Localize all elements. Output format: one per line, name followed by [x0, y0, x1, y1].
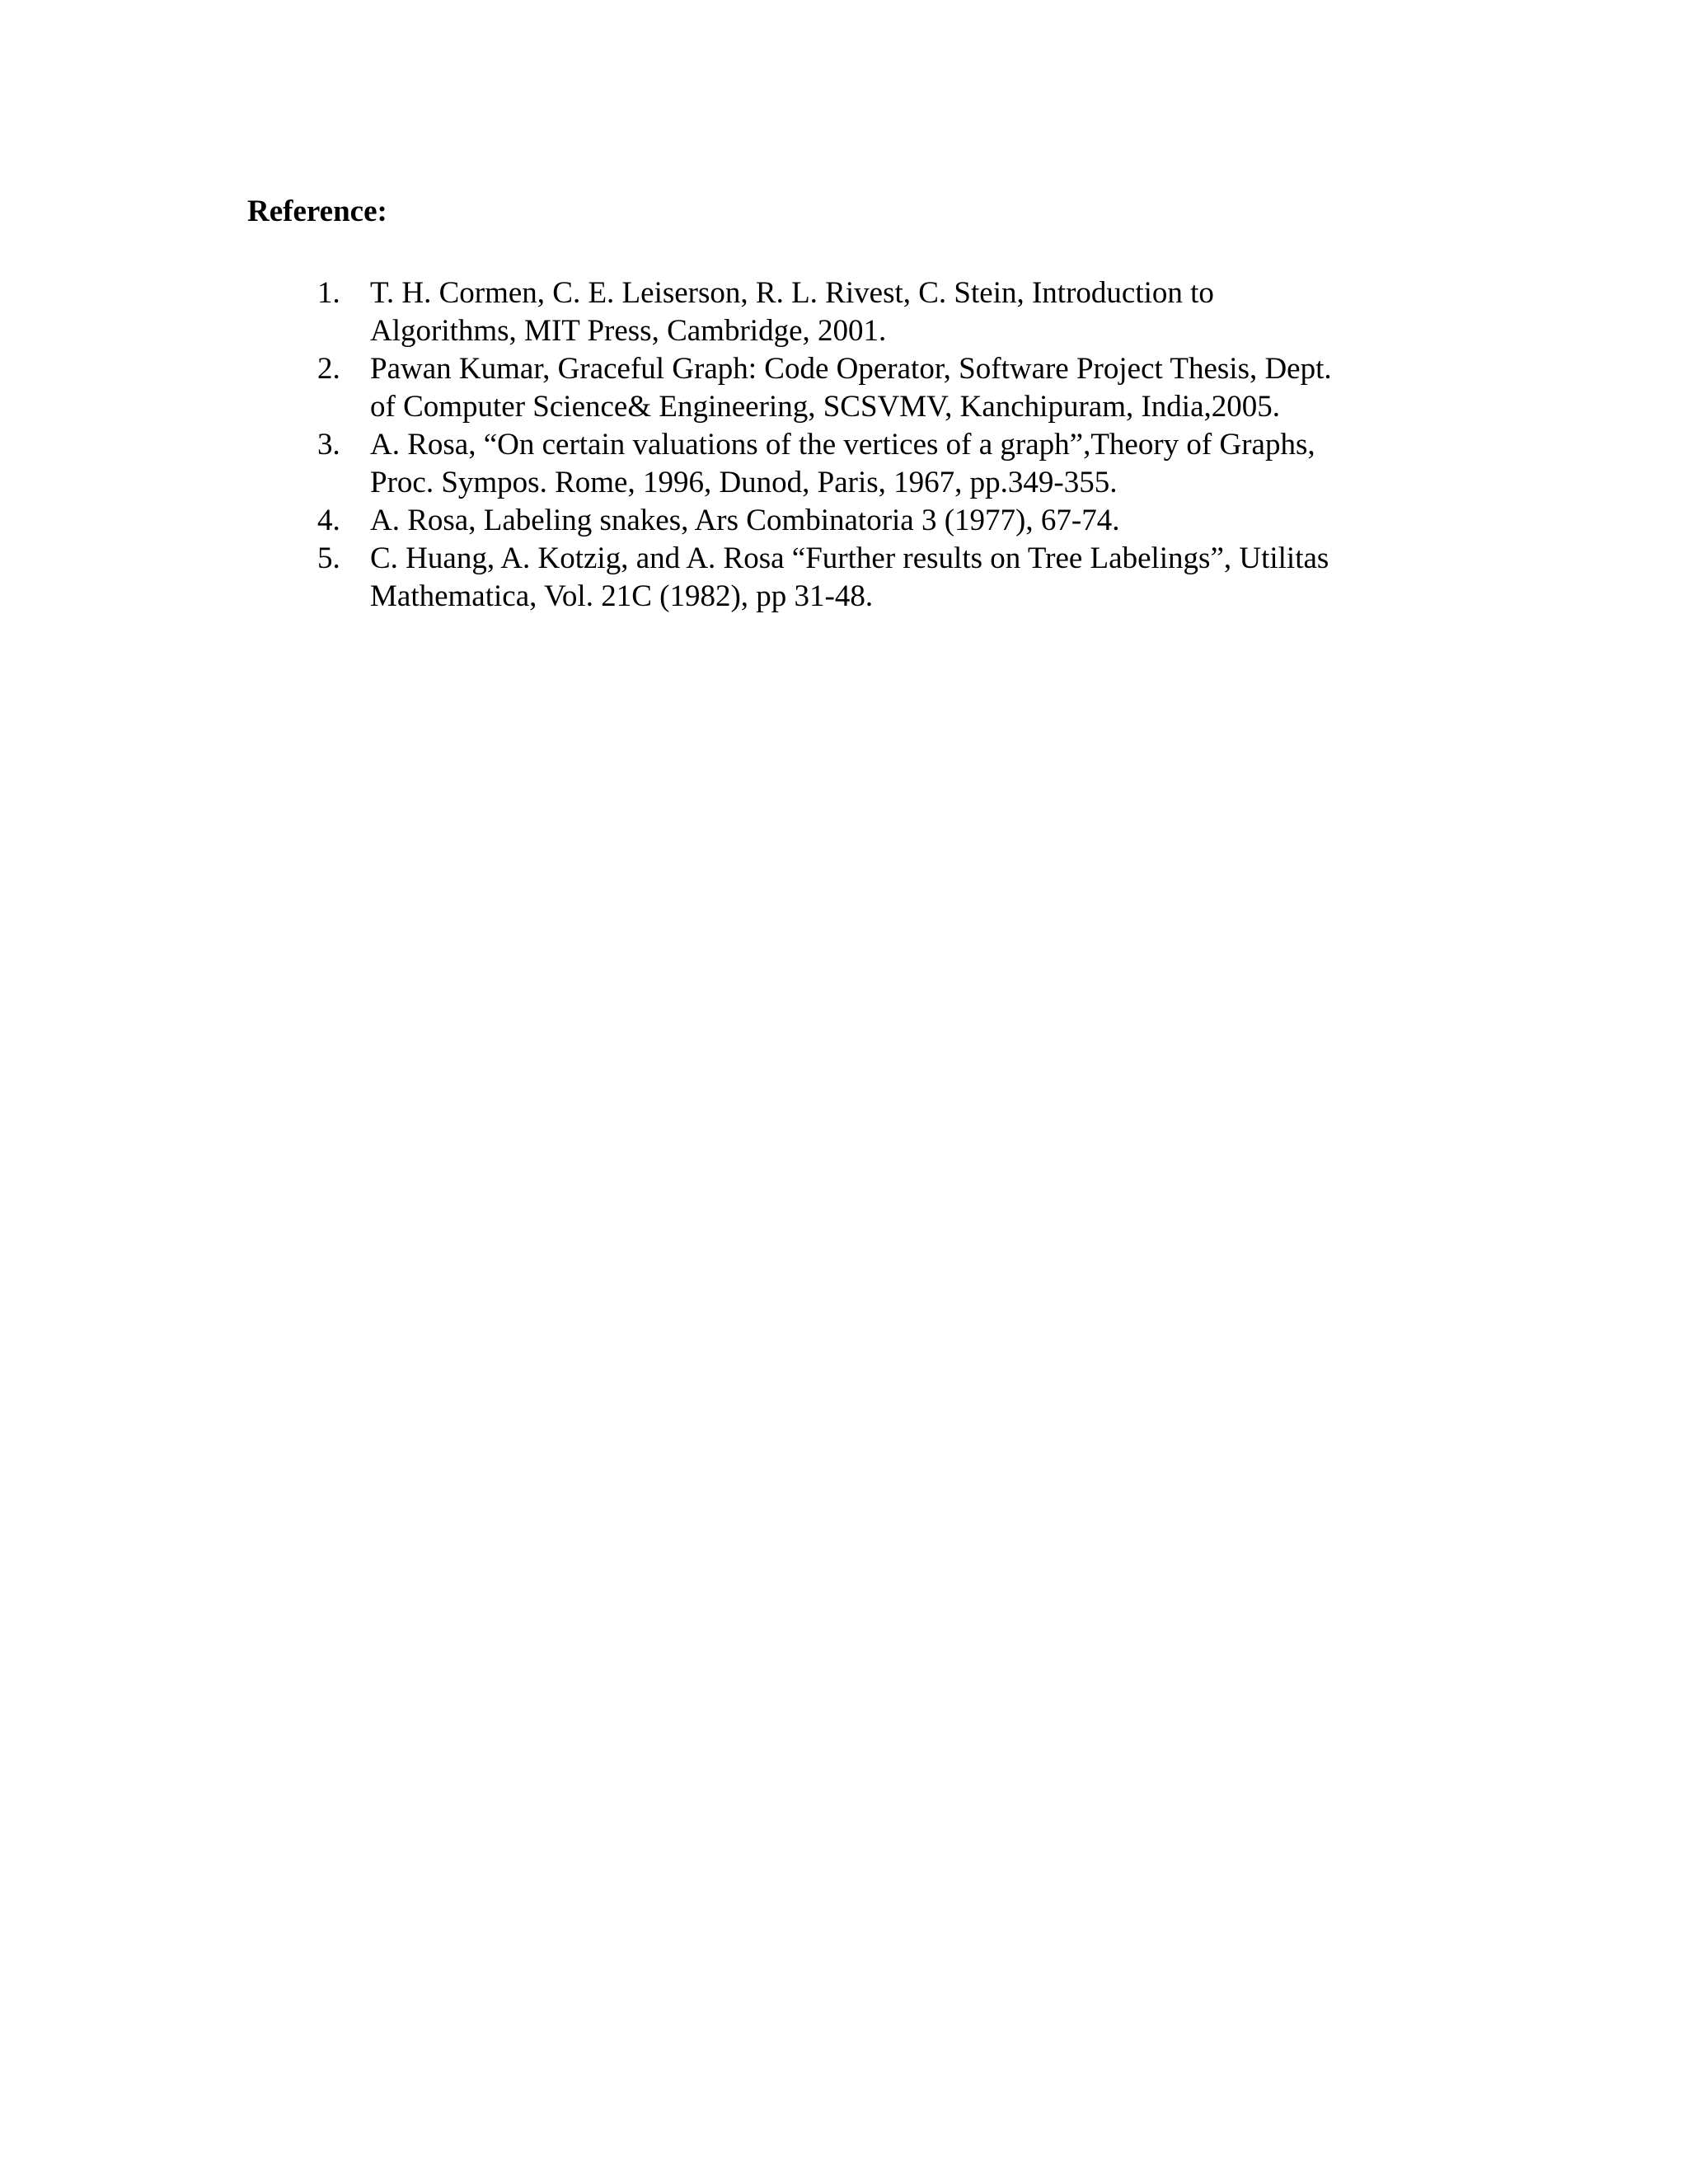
- reference-text-line: Algorithms, MIT Press, Cambridge, 2001.: [370, 314, 887, 348]
- reference-text-line: of Computer Science& Engineering, SCSVMV, Kanchipuram, India,2005.: [370, 390, 1281, 424]
- reference-text-line: A. Rosa, “On certain valuations of the vertices of a graph”,Theory of Graphs,: [370, 428, 1315, 462]
- reference-heading: Reference:: [247, 194, 387, 228]
- reference-text-line: Mathematica, Vol. 21C (1982), pp 31-48.: [370, 579, 874, 613]
- reference-text-line: Pawan Kumar, Graceful Graph: Code Operator, Software Project Thesis, Dept.: [370, 352, 1332, 386]
- reference-item-1: [317, 274, 1455, 350]
- reference-number: 3.: [317, 428, 340, 462]
- reference-text-line: T. H. Cormen, C. E. Leiserson, R. L. Rivest, C. Stein, Introduction to: [370, 276, 1214, 310]
- reference-number: 4.: [317, 504, 340, 537]
- reference-text-line: C. Huang, A. Kotzig, and A. Rosa “Further results on Tree Labelings”, Utilitas: [370, 541, 1329, 575]
- reference-text-line: Proc. Sympos. Rome, 1996, Dunod, Paris, 1967, pp.349-355.: [370, 466, 1118, 499]
- reference-list: [317, 274, 1455, 616]
- reference-number: 5.: [317, 541, 340, 575]
- reference-text-line: A. Rosa, Labeling snakes, Ars Combinatoria 3 (1977), 67-74.: [370, 504, 1120, 537]
- reference-item-2: [317, 350, 1455, 426]
- reference-item-4: [317, 502, 1455, 540]
- reference-number: 2.: [317, 352, 340, 386]
- reference-number: 1.: [317, 276, 340, 310]
- reference-item-3: [317, 426, 1455, 502]
- reference-item-5: [317, 540, 1455, 616]
